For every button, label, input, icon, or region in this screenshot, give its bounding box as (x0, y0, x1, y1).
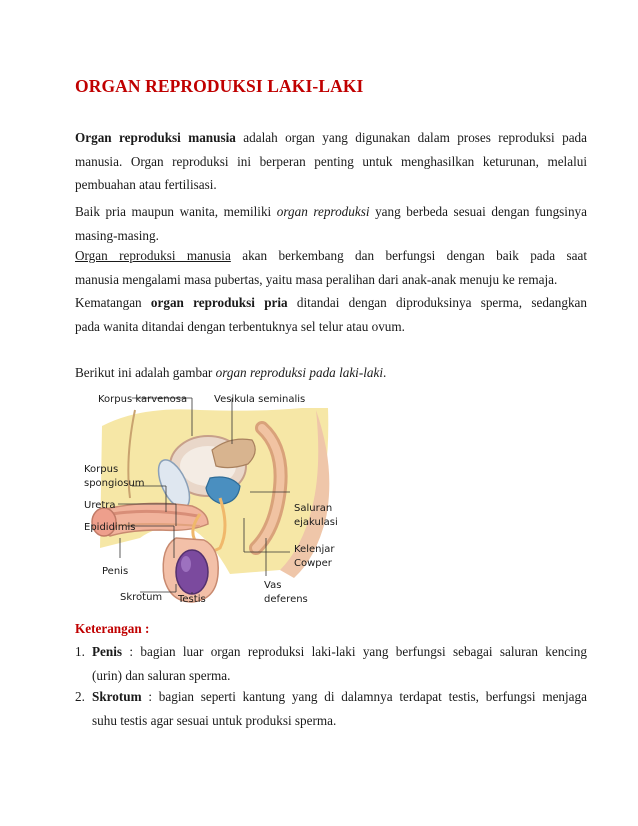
paragraph-line (75, 361, 587, 385)
label-korpus-spongiosum-line1: Korpus (84, 464, 119, 475)
paragraph-gender (75, 200, 587, 247)
paragraph-figure-intro (75, 361, 587, 385)
text-run: yang berbeda sesuai dengan fungsinya (369, 204, 588, 219)
paragraph-line (75, 126, 587, 150)
list-item (75, 685, 587, 733)
text-run: . (383, 365, 387, 380)
label-testis: Testis (178, 594, 206, 605)
paragraph-line (75, 291, 587, 315)
label-korpus-karvenosa: Korpus karvenosa (98, 394, 188, 405)
label-epididimis: Epididimis (84, 522, 136, 533)
testis-shape (176, 550, 208, 594)
paragraph-line: masing-masing. (75, 227, 159, 243)
label-vesikula-seminalis: Vesikula seminalis (214, 394, 306, 405)
anatomy-figure (80, 388, 350, 614)
paragraph-line: pada wanita ditandai dengan terbentuknya sel telur atau ovum. (75, 318, 405, 334)
list-line: suhu testis agar sesuai untuk produksi sperma. (92, 712, 337, 728)
text-run: Berikut ini adalah gambar (75, 365, 216, 380)
text-run: adalah organ yang digunakan dalam proses reproduksi pada (235, 130, 587, 145)
label-uretra: Uretra (84, 500, 116, 511)
label-saluran-line1: Saluran (294, 503, 333, 514)
text-run: : bagian luar organ reproduksi laki-laki yang berfungsi sebagai saluran kencing (122, 644, 587, 659)
list-item (75, 640, 587, 688)
text-run: ditandai dengan diproduksinya sperma, sedangkan (287, 295, 587, 310)
label-kelenjar-line1: Kelenjar (294, 544, 335, 555)
paragraph-line: manusia mengalami masa pubertas, yaitu masa peralihan dari anak-anak menuju ke remaja. (75, 271, 558, 287)
list-number: 1. (75, 644, 85, 659)
paragraph-line (75, 200, 587, 224)
text-run: Baik pria maupun wanita, memiliki (75, 204, 277, 219)
label-kelenjar-line2: Cowper (294, 558, 332, 569)
list-line (92, 640, 587, 664)
list-text (92, 640, 587, 687)
bold-term: Organ reproduksi manusia (75, 130, 236, 145)
keterangan-heading: Keterangan : (75, 621, 150, 636)
list-line (92, 685, 587, 709)
italic-term: organ reproduksi (276, 204, 370, 219)
list-term: Skrotum (92, 689, 142, 704)
label-vas-line1: Vas (264, 580, 282, 591)
label-korpus-spongiosum-line2: spongiosum (84, 478, 145, 489)
list-number: 2. (75, 689, 85, 704)
label-skrotum: Skrotum (120, 592, 163, 603)
text-run: akan berkembang dan berfungsi dengan baik pada saat (230, 248, 587, 263)
paragraph-line: manusia. Organ reproduksi ini berperan penting untuk menghasilkan keturunan, melalui (75, 153, 587, 169)
list-text (92, 685, 587, 732)
list-line: (urin) dan saluran sperma. (92, 667, 231, 683)
paragraph-maturity (75, 291, 587, 338)
text-run: : bagian seperti kantung yang di dalamnya terdapat testis, berfungsi menjaga (141, 689, 587, 704)
list-term: Penis (92, 644, 123, 659)
paragraph-puberty (75, 244, 587, 291)
page-title: ORGAN REPRODUKSI LAKI-LAKI (75, 76, 364, 96)
label-vas-line2: deferens (264, 594, 308, 605)
label-saluran-line2: ejakulasi (294, 517, 338, 528)
paragraph-line (75, 244, 587, 268)
paragraph-line: pembuahan atau fertilisasi. (75, 177, 217, 193)
bold-term: organ reproduksi pria (150, 295, 288, 310)
underlined-link[interactable]: Organ reproduksi manusia (75, 248, 231, 263)
testis-highlight (181, 556, 191, 572)
paragraph-intro (75, 126, 587, 197)
italic-term: organ reproduksi pada laki-laki (215, 365, 384, 380)
label-penis: Penis (102, 566, 129, 577)
text-run: Kematangan (75, 295, 151, 310)
